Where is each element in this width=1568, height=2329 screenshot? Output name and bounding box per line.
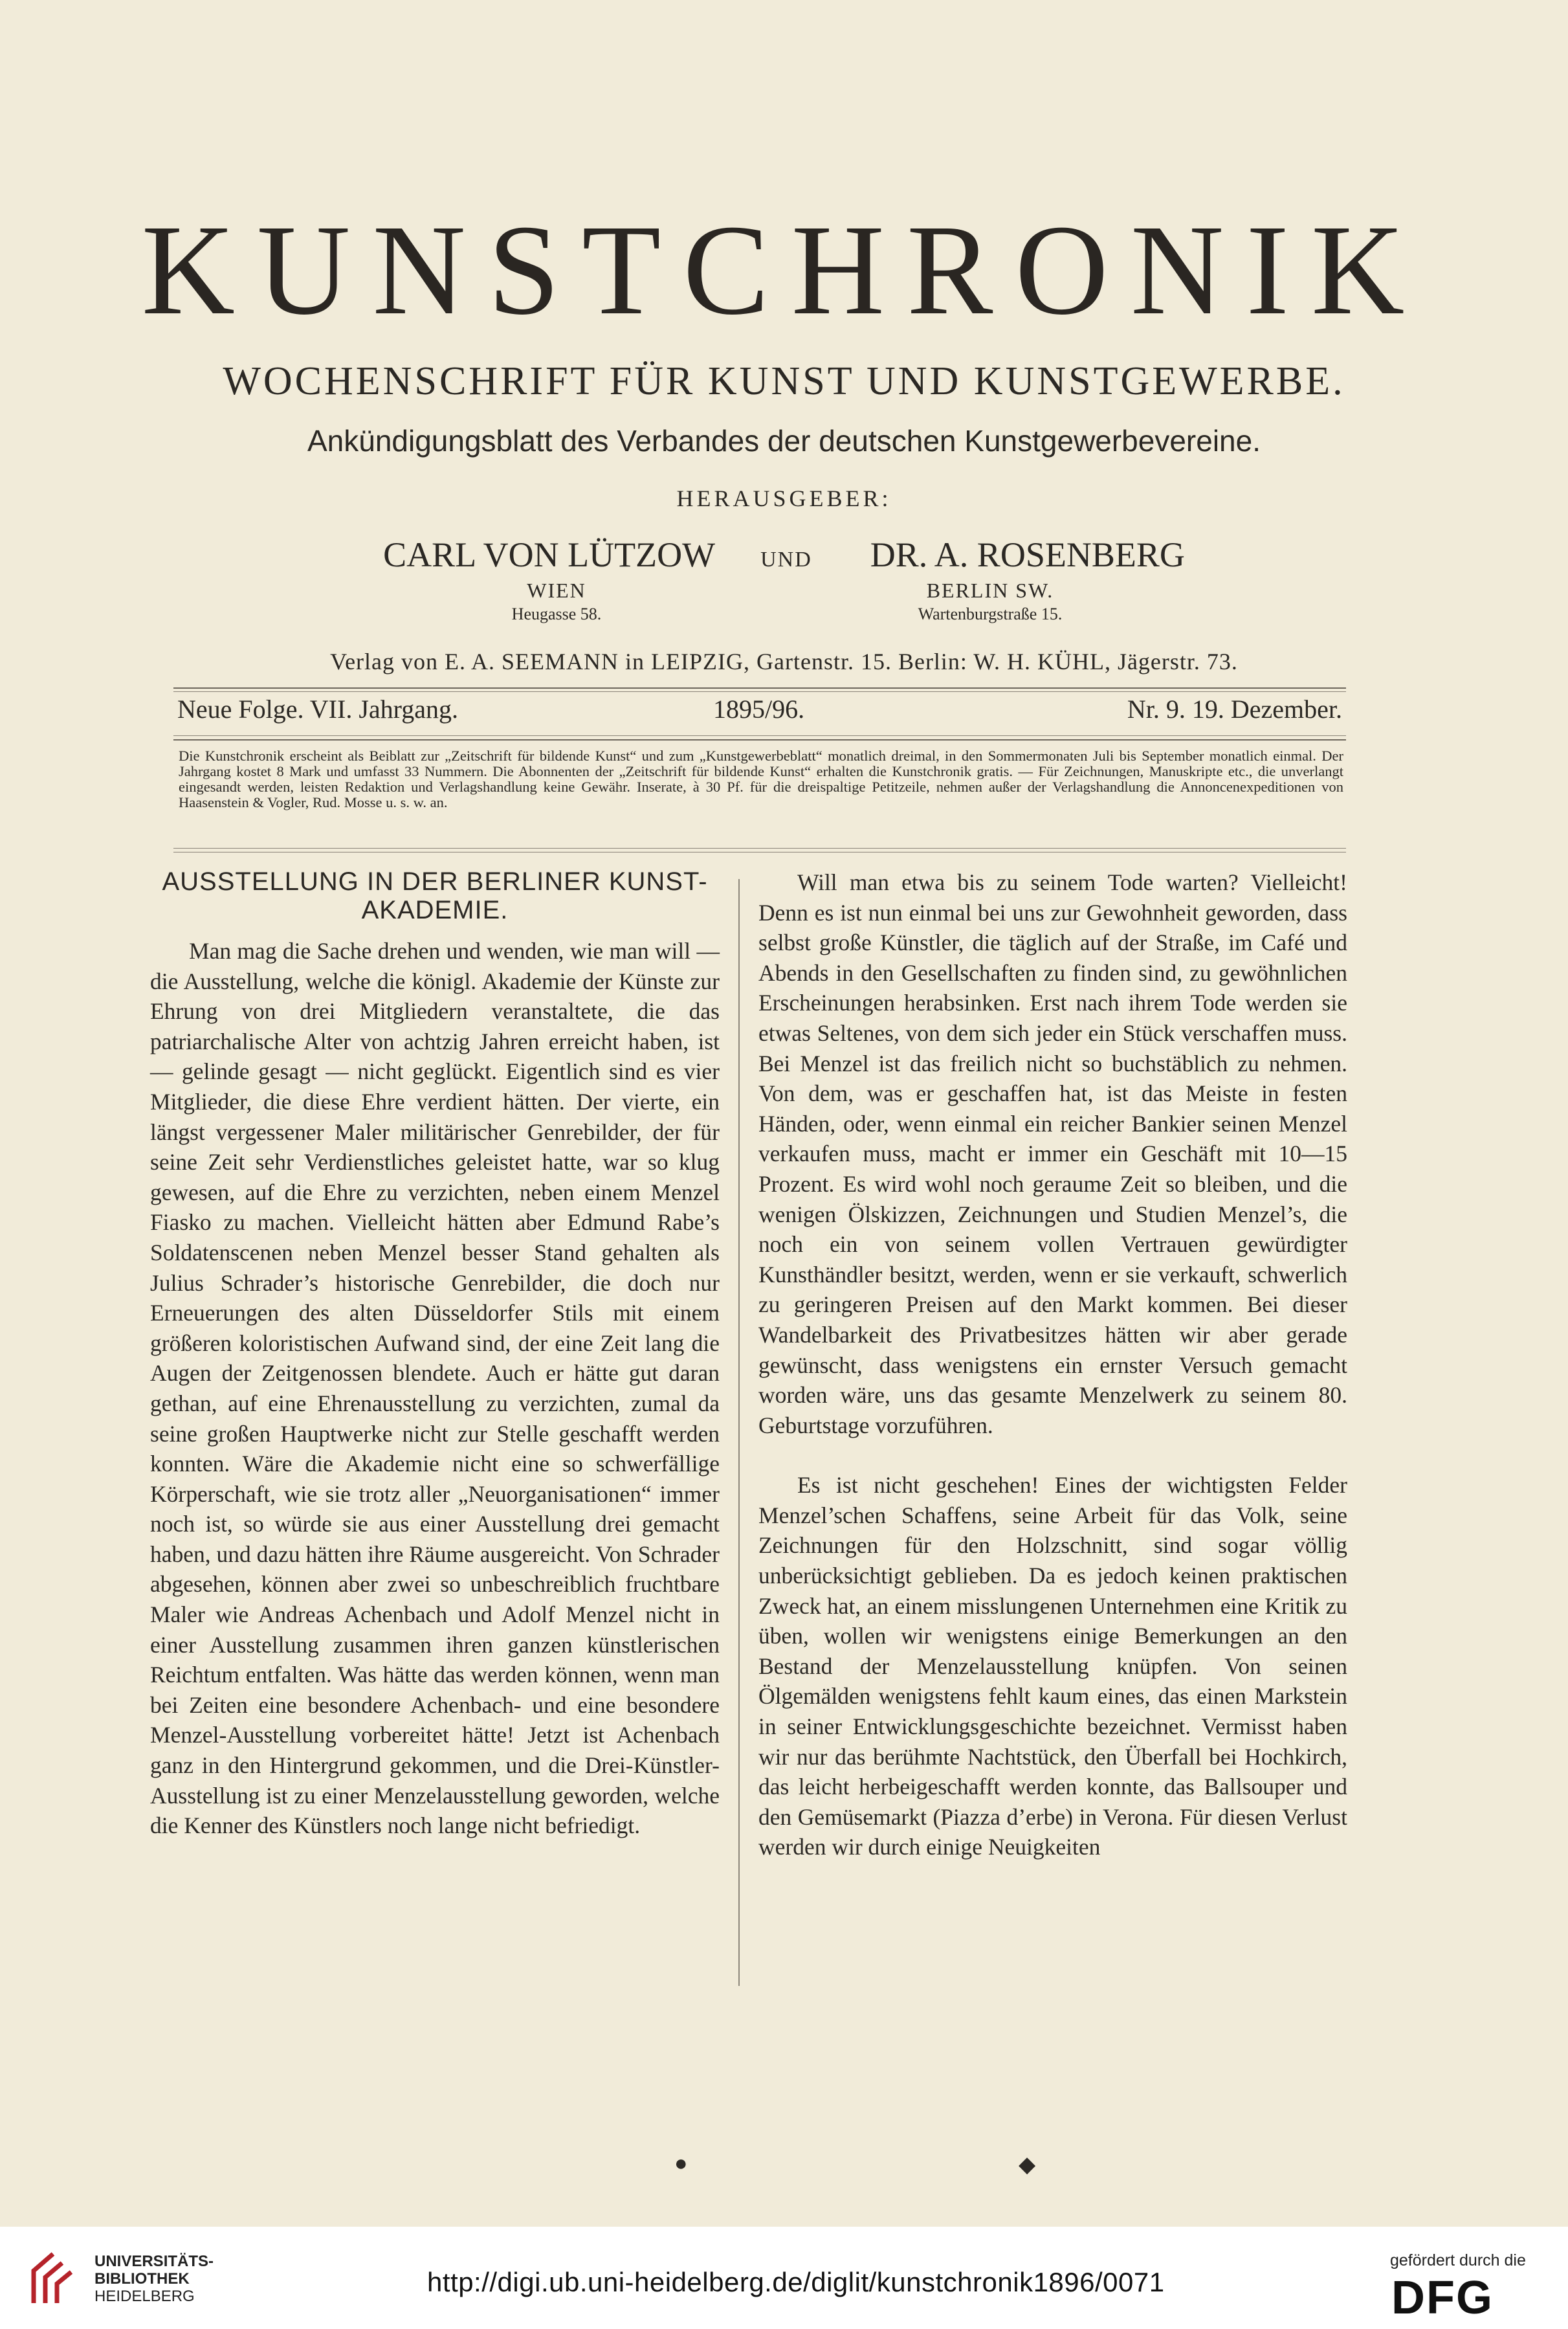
editor-names [129,537,1439,572]
library-line-3: HEIDELBERG [94,2288,195,2305]
library-line-2: BIBLIOTHEK [94,2270,190,2288]
issue-series: Neue Folge. VII. Jahrgang. [177,695,458,724]
article-title-line-1: AUSSTELLUNG IN DER BERLINER KUNST- [162,867,708,896]
source-url-link[interactable]: http://digi.ub.uni-heidelberg.de/diglit/kunstchronik1896/0071 [427,2267,1165,2297]
digitization-footer [0,2227,1568,2329]
article-paragraph-left: Man mag die Sache drehen und wenden, wie man will — die Ausstellung, welche die königl. Akademie der Künste zur Ehrung von drei Mitgliedern veranstaltete, die das patriarchalische Alter von achtzig Jahren erreicht haben, ist — gelinde gesagt — nicht geglückt. Eigentlich sind es vier Mitglieder, die diese Ehre verdient hätten. Der vierte, ein längst vergessener Maler militärischer Genrebilder, der für seine Zeit sehr Verdienstliches geleistet hatte, war so klug gewesen, auf die Ehre zu verzichten, neben einem Menzel Fiasko zu machen. Vielleicht hätten aber Edmund Rabe’s Soldatenscenen neben Menzel besser Stand gehalten als Julius Schrader’s historische Genrebilder, die doch nur Erneuerungen des alten Düsseldorfer Stils mit einem größeren koloristischen Aufwand sind, der eine Zeit lang die Augen der Zeitgenossen blendete. Auch er hätte gut daran gethan, auf eine Ehrenausstellung zu verzichten, zumal da seine großen Hauptwerke nicht zur Stelle geschafft werden konnten. Wäre die Akademie nicht eine so schwerfällige Körperschaft, wie sie trotz aller „Neuorganisationen“ immer noch ist, so würde sie aus einer Ausstellung drei gemacht haben, und dazu hätten ihre Räume ausgereicht. Von Schrader abgesehen, können aber zwei so unbeschreiblich fruchtbare Maler wie Andreas Achenbach und Adolf Menzel nicht in einer Ausstellung zusammen ihren ganzen künstlerischen Reichtum entfalten. Was hätte das werden können, wenn man bei Zeiten eine besondere Achenbach- und eine besondere Menzel-Ausstellung vorbereitet hätte! Jetzt ist Achenbach ganz in den Hintergrund gekommen, und die Drei-Künstler-Ausstellung ist zu einer Menzelausstellung geworden, welche die Kenner des Künstlers noch lange nicht befriedigt. [150,938,720,1839]
ub-heidelberg-logo-icon [19,2246,84,2311]
header-rule-top-thin [173,691,1346,692]
right-column [758,867,1347,1862]
article-title [150,867,720,924]
publisher-line: Verlag von E. A. SEEMANN in LEIPZIG, Gartenstr. 15. Berlin: W. H. KÜHL, Jägerstr. 73. [330,649,1238,674]
issue-year: 1895/96. [713,695,805,724]
editor-left-name: CARL VON LÜTZOW [383,535,716,574]
editors-label: HERAUSGEBER: [676,485,892,511]
funding-label: gefördert durch die [1390,2251,1526,2269]
issue-number: Nr. 9. 19. Dezember. [1127,695,1342,724]
article-title-line-2: AKADEMIE. [361,896,509,924]
left-column [150,867,720,1841]
library-line-1: UNIVERSITÄTS- [94,2253,214,2270]
column-divider [738,879,740,1986]
editor-left-city: WIEN [527,579,586,602]
article-paragraph-right-2: Es ist nicht geschehen! Eines der wichtigsten Felder Menzel’schen Schaffens, seine Arbeit für das Volk, seine Zeichnungen für den Holzschnitt, sind sogar völlig unberücksichtigt geblieben. Da es jedoch keinen praktischen Zweck hat, an einem misslungenen Unternehmen eine Kritik zu üben, wollen wir wenigstens einige Bemerkungen an den Bestand der Menzelausstellung knüpfen. Von seinen Ölgemälden wenigstens fehlt kaum eines, das einen Markstein in seiner Entwicklungsgeschichte bezeichnet. Vermisst haben wir nur das berühmte Nachtstück, den Überfall bei Hochkirch, das leicht herbeigeschafft werden konnte, das Ballsouper und den Gemüsemarkt (Piazza d’erbe) in Verona. Für diesen Verlust werden wir durch einige Neuigkeiten [758,1472,1347,1860]
ornament-dot-icon: ● [674,2152,688,2176]
editor-right-name: DR. A. ROSENBERG [870,535,1185,574]
editor-right-street: Wartenburgstraße 15. [918,605,1063,623]
masthead-subtitle: WOCHENSCHRIFT FÜR KUNST UND KUNSTGEWERBE. [223,359,1345,403]
notice-rule-1 [173,848,1346,849]
article-paragraph-right-1: Will man etwa bis zu seinem Tode warten? Vielleicht! Denn es ist nun einmal bei uns zur Gewohnheit geworden, dass selbst große Künstler, die täglich auf der Straße, im Café und Abends in den Gesellschaften zu finden sind, zu gewöhnlichen Erscheinungen herabsinken. Erst nach ihrem Tode werden sie etwas Seltenes, von dem sich jeder ein Stück verschaffen muss. Bei Menzel ist das freilich nicht so buchstäblich zu nehmen. Von dem, was er geschaffen hat, ist das Meiste in festen Händen, oder, wenn einmal ein reicher Bankier seinen Menzel verkaufen muss, macht er immer ein Geschäft mit 10—15 Prozent. Es wird wohl noch geraume Zeit so bleiben, und die wenigen Ölskizzen, Zeichnungen und Studien Menzel’s, die noch ein von seinem vollen Vertrauen gewürdigter Kunsthändler besitzt, werden, wenn er sie verkauft, schwerlich zu geringeren Preisen auf den Markt kommen. Bei dieser Wandelbarkeit des Privatbesitzes hätten wir aber gerade gewünscht, dass wenigstens ein ernster Versuch gemacht worden wäre, uns das gesamte Menzelwerk zu seinem 80. Geburtstage vorzuführen. [758,869,1347,1438]
subscription-notice: Die Kunstchronik erscheint als Beiblatt zur „Zeitschrift für bildende Kunst“ und zum „Kunstgewerbeblatt“ monatlich dreimal, in den Sommermonaten Juli bis September monatlich einmal. Der Jahrgang kostet 8 Mark und umfasst 33 Nummern. Die Abonnenten der „Zeitschrift für bildende Kunst“ erhalten die Kunstchronik gratis. — Für Zeichnungen, Manuskripte etc., die unverlangt eingesandt werden, leisten Redaktion und Verlagshandlung keine Gewähr. Inserate, à 30 Pf. für die dreispaltige Petitzeile, nehmen außer der Verlagshandlung die Annoncenexpeditionen von Haasenstein & Vogler, Rud. Mosse u. s. w. an. [179,748,1343,810]
library-name [94,2253,214,2305]
dfg-logo: DFG [1391,2272,1494,2324]
masthead-title: KUNSTCHRONIK [141,199,1427,342]
editor-conjunction: UND [760,548,812,572]
issue-rule-2 [173,739,1346,741]
header-rule-top [173,687,1346,689]
issue-rule-1 [173,735,1346,736]
ornament-dot-icon: ◆ [1019,2153,1036,2177]
editor-left-street: Heugasse 58. [511,605,602,623]
editor-right-city: BERLIN SW. [926,579,1054,602]
announcement-line: Ankündigungsblatt des Verbandes der deutschen Kunstgewerbevereine. [307,424,1261,458]
